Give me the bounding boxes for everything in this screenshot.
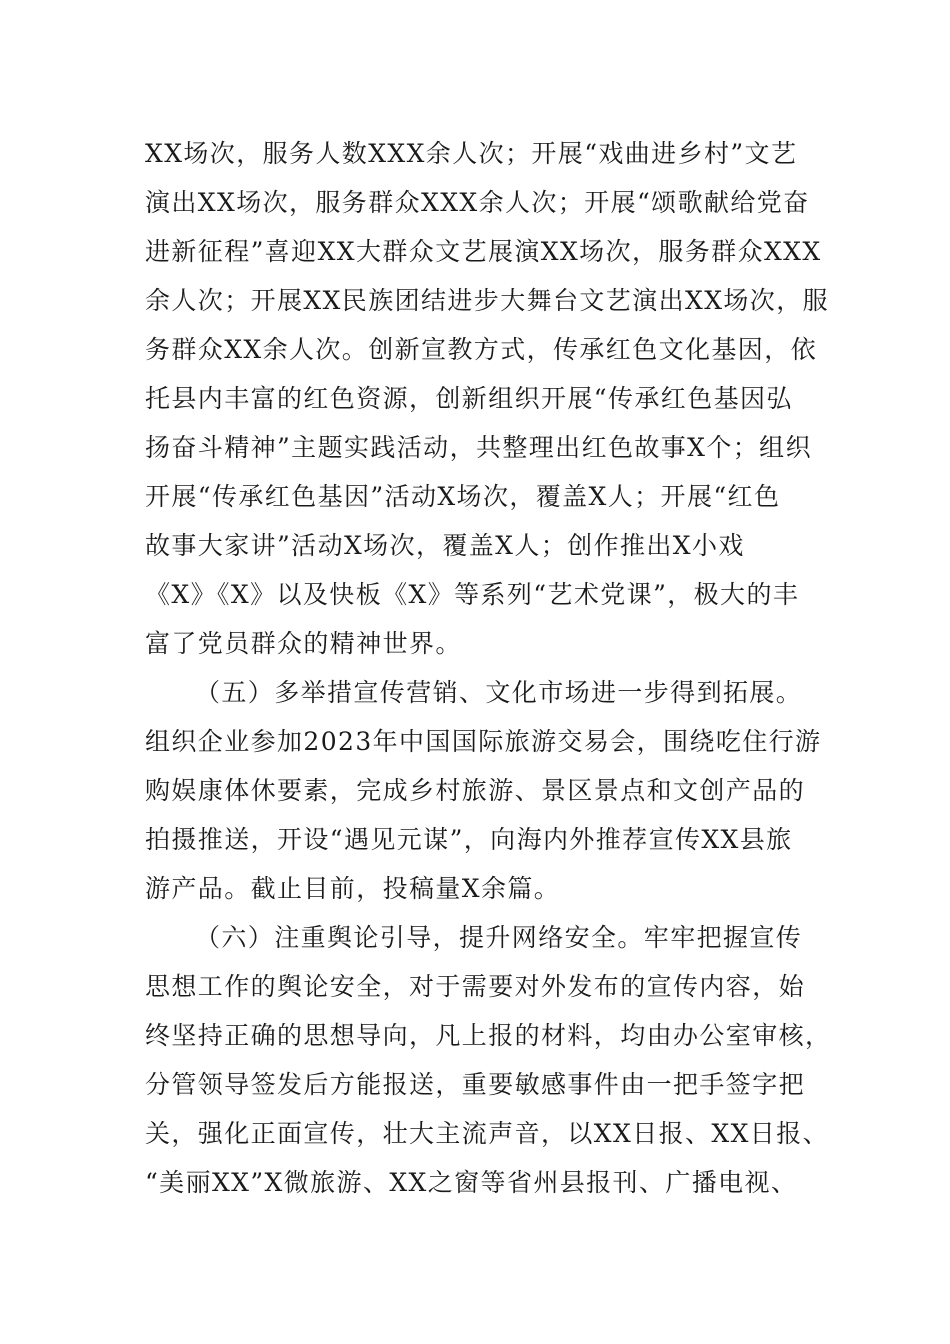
- paragraph-line: 进新征程”喜迎XX大群众文艺展演XX场次，服务群众XXX: [145, 237, 822, 266]
- paragraph-line: 富了党员群众的精神世界。: [145, 629, 462, 658]
- paragraph-line: 分管领导签发后方能报送，重要敏感事件由一把手签字把: [145, 1070, 806, 1099]
- paragraph-line: 组织企业参加2023年中国国际旅游交易会，围绕吃住行游: [145, 727, 822, 756]
- paragraph-line: 余人次；开展XX民族团结进步大舞台文艺演出XX场次，服: [145, 286, 829, 315]
- paragraph-line: 托县内丰富的红色资源，创新组织开展“传承红色基因弘: [145, 384, 793, 413]
- paragraph-line: 游产品。截止目前，投稿量X余篇。: [145, 874, 561, 903]
- paragraph-line: 拍摄推送，开设“遇见元谋”，向海内外推荐宣传XX县旅: [145, 825, 793, 854]
- paragraph-line: 思想工作的舆论安全，对于需要对外发布的宣传内容，始: [145, 972, 806, 1001]
- paragraph-line: 开展“传承红色基因”活动X场次，覆盖X人；开展“红色: [145, 482, 781, 511]
- paragraph-line: 关，强化正面宣传，壮大主流声音，以XX日报、XX日报、: [145, 1119, 829, 1148]
- paragraph-line: 务群众XX余人次。创新宣教方式，传承红色文化基因，依: [145, 335, 817, 364]
- paragraph-line: 扬奋斗精神”主题实践活动，共整理出红色故事X个；组织: [145, 433, 812, 462]
- paragraph-line: 购娱康体休要素，完成乡村旅游、景区景点和文创产品的: [145, 776, 806, 805]
- section-heading-6: （六）注重舆论引导，提升网络安全。牢牢把握宣传: [195, 923, 803, 952]
- paragraph-line: 故事大家讲”活动X场次，覆盖X人；创作推出X小戏: [145, 531, 745, 560]
- section-heading-5: （五）多举措宣传营销、文化市场进一步得到拓展。: [195, 678, 803, 707]
- paragraph-line: 演出XX场次，服务群众XXX余人次；开展“颂歌献给党奋: [145, 188, 810, 217]
- paragraph-line: “美丽XX”X微旅游、XX之窗等省州县报刊、广播电视、: [145, 1168, 798, 1197]
- paragraph-line: 终坚持正确的思想导向，凡上报的材料，均由办公室审核，: [145, 1021, 832, 1050]
- paragraph-line: XX场次，服务人数XXX余人次；开展“戏曲进乡村”文艺: [145, 139, 798, 168]
- paragraph-line: 《X》《X》以及快板《X》等系列“艺术党课”，极大的丰: [145, 580, 800, 609]
